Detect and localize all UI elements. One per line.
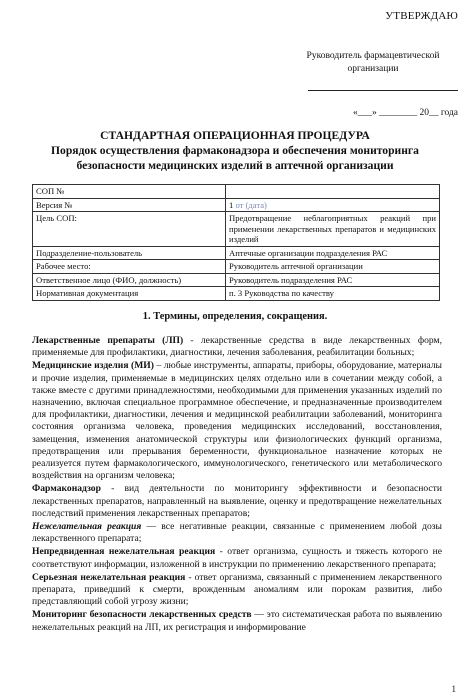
term-name: Лекарственные препараты (ЛП) (32, 335, 184, 346)
table-row (33, 185, 440, 199)
term-paragraph (32, 483, 442, 520)
term-text: — все негативные реакции, связанные с применением любой дозы лекарственного препарата; (32, 521, 442, 545)
head-role (288, 50, 458, 76)
version-number: 1 (229, 199, 234, 210)
goal-label: Цель СОП: (33, 212, 226, 247)
term-text: - вид деятельности по мониторингу эффективности и безопасности лекарственных препаратов, направленный на выявление, оценку и предотвращение нежелательных последствий применения лекарственных препаратов; (32, 483, 442, 519)
head-role-line-2: организации (347, 64, 399, 74)
table-row (33, 287, 440, 301)
table-row (33, 273, 440, 287)
term-paragraph (32, 521, 442, 545)
term-paragraph (32, 360, 442, 482)
terms-body (32, 335, 442, 635)
title-line-3: безопасности медицинских изделий в аптечной организации (76, 159, 394, 172)
version-date: от (дата) (235, 199, 267, 210)
sop-info-table (32, 184, 440, 301)
responsible-label: Ответственное лицо (ФИО, должность) (33, 273, 226, 287)
version-value (226, 198, 440, 212)
table-row (33, 260, 440, 274)
table-row (33, 246, 440, 260)
term-text: – любые инструменты, аппараты, приборы, оборудование, материалы и прочие изделия, применяемые в медицинских целях отдельно или в сочетании между собой, а также вместе с другими принадлежностями, необходимыми для применения указанных изделий по назначению, включая специальное программное обеспечение, и предназначенные производителем для профилактики, диагностики, лечения и медицинской реабилитации заболеваний, мониторинга состояния организма человека, проведения медицинских исследований, восстановления, замещения, изменения анатомической структуры или физиологических функций организма, предотвращения или прерывания беременности, функциональное назначение которых не реализуется путем фармакологического, иммунологического, генетического или метаболического воздействия на организм человека; (32, 360, 442, 482)
term-paragraph (32, 546, 442, 570)
term-paragraph (32, 609, 442, 633)
term-name: Серьезная нежелательная реакция (32, 571, 186, 583)
norm-value: п. 3 Руководства по качеству (226, 287, 440, 301)
responsible-value: Руководитель подразделения РАС (226, 273, 440, 287)
date-line: «___» ________ 20__ года (352, 108, 458, 118)
section-title: 1. Термины, определения, сокращения. (142, 311, 328, 322)
workplace-value: Руководитель аптечной организации (226, 260, 440, 274)
dept-label: Подразделение-пользователь (33, 246, 226, 260)
dept-value: Аптечные организации подразделения РАС (226, 246, 440, 260)
term-paragraph (32, 335, 442, 359)
goal-value: Предотвращение неблагоприятных реакций при применении лекарственных препаратов и медицинских изделий (226, 212, 440, 247)
term-text: - ответ организма, сущность и тяжесть которого не соответствуют информации, изложенной в инструкции по применению лекарственного препарата; (32, 546, 442, 570)
head-role-line-1: Руководитель фармацевтической (306, 51, 440, 61)
title-line-2: Порядок осуществления фармаконадзора и обеспечения мониторинга (51, 144, 419, 157)
page-number: 1 (451, 684, 456, 694)
norm-label: Нормативная документация (33, 287, 226, 301)
workplace-label: Рабочее место: (33, 260, 226, 274)
term-name: Медицинские изделия (МИ) (32, 360, 154, 372)
term-name: Мониторинг безопасности лекарственных средств (32, 609, 252, 621)
title-line-1: СТАНДАРТНАЯ ОПЕРАЦИОННАЯ ПРОЦЕДУРА (100, 129, 370, 142)
signature-line (308, 90, 458, 91)
sop-number-value (226, 185, 440, 199)
term-name: Непредвиденная нежелательная реакция (32, 546, 216, 558)
version-label: Версия № (33, 198, 226, 212)
term-paragraph (32, 572, 442, 609)
term-text: — это систематическая работа по выявлению нежелательных реакций на ЛП, их регистрация и информирование (32, 609, 442, 633)
table-row (33, 198, 440, 212)
term-text: - лекарственные средства в виде лекарственных форм, применяемые для профилактики, диагностики, лечения заболевания, реабилитации больных; (32, 335, 442, 359)
term-text: - ответ организма, связанный с применением лекарственного препарата, приведший к смерти, врожденным аномалиям или порокам развития, либо представляющий собой угрозу жизни; (32, 571, 442, 608)
term-name: Нежелательная реакция (32, 521, 142, 533)
table-row (33, 212, 440, 247)
term-name: Фармаконадзор (32, 483, 101, 495)
approve-heading: УТВЕРЖДАЮ (385, 10, 458, 22)
document-title (0, 128, 470, 173)
sop-number-label: СОП № (33, 185, 226, 199)
